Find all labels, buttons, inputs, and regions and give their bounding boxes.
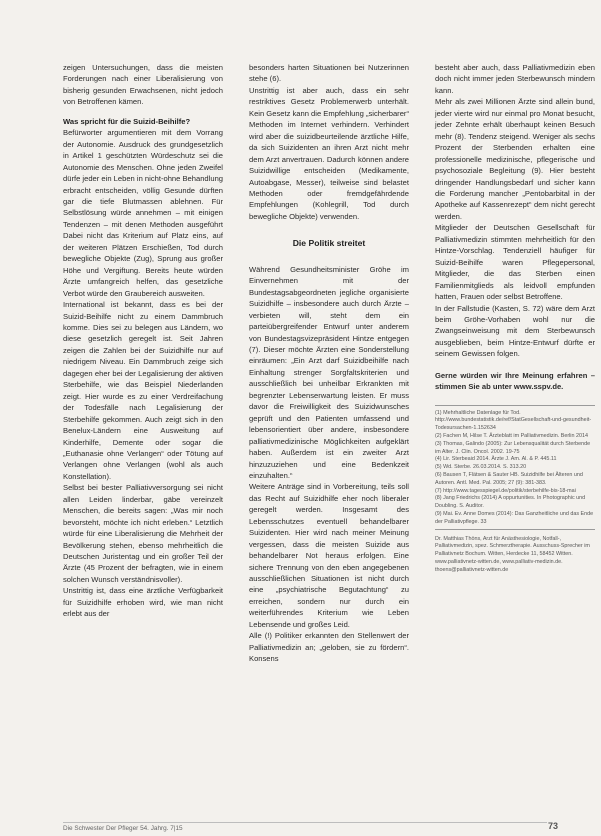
paragraph: In der Fallstudie (Kasten, S. 72) wäre dem Arzt beim Gröhe-Vorhaben wohl nur die Zwangseinweisung mit dem Sterbewunsch ausgeblieben, beim Hintze-Entwurf dürfte er seinem Gewissen folgen. xyxy=(435,303,595,359)
footnote: (7) http://www.tagesspiegel.de/politik/sterbehilfe-bis-18-mai xyxy=(435,487,576,494)
paragraph: besonders harten Situationen bei Nutzerinnen stehe (6). xyxy=(249,63,409,84)
paragraph: Mehr als zwei Millionen Ärzte sind allein bund, jeder vierte wird nur einmal pro Monat besucht, jeder Zehnte erhält überhaupt keinen Besuch mehr (8). Tendenz steigend. Weniger als sechs Prozent der Sterbenden erhalten eine professionelle medizinische, pflegerische und psychosoziale Begleitung (9). Hier besteht dringender Handlungsbedarf und sicher kann die Forderung mancher „Pentobarbital in der Apotheke auf Kassenrezept“ dem nicht gerecht werden. xyxy=(435,97,595,221)
section-heading: Was spricht für die Suizid-Beihilfe? xyxy=(63,116,191,126)
paragraph: Befürworter argumentieren mit dem Vorrang der Autonomie. Ausdruck des grundgesetzlich in Artikel 1 geschützten Würdeschutz sei die Autonomie des Menschen. Ohne jeden Zweifel dürfe jeder ein Leben in nicht-ohne Behandlung erbracht entscheiden, völlig Gesunde dürften gar die tiefe Blutmassen ablehnen. Für Selbstlösung würde annehmen – mit einigen Tendenzen – mit denen Methoden ausgeführt Dabei nicht das Kriterium auf Platz eins, auf der weiteren Plätzen Erschießen, Tod durch bewegliche Objekte (Zug), Sprung aus großer Höhe und Vergiftung. Bereits heute würden Ärzte umfangreich helfen, das gesetzliche Verbot würde den Graubereich ausweiten. xyxy=(63,128,224,298)
footnote: (1) Mehrhaltliche Datenlage für Tod. http://www.bundestatistik.de/ref/StatGesellschaft-und-gesundheit-Todesursachen-1.152634 xyxy=(435,409,592,432)
footnote: (6) Bausen T, Flätsen & Sauter HB. Suizidhilfe bei Älteren und Autoren. Antl. Med. Pal. 2005; 27 (9): 381-383. xyxy=(435,472,583,486)
article-column-3 xyxy=(435,62,595,575)
paragraph: Unstrittig ist, dass eine ärztliche Verfügbarkeit für Suizidhilfe erhoben wird, wie man nicht erlebt aus der xyxy=(63,586,223,619)
paragraph: Weitere Anträge sind in Vorbereitung, teils soll das Recht auf Suizidhilfe eher noch liberaler geregelt werden. Insgesamt des Lebensschutzes eventuell behandelbarer Suizidenten. Hier wird nach meiner Meinung vergessen, dass die meisten Suizide aus behandelbarer Not heraus erfolgen. Eine sichere Trennung von den eben angegebenen ausschließlichen Situationen ist nicht durch eine „psychiatrische Begutachtung“ zu erreichen, sondern nur durch ein weiterführendes Kriterium wie Leben Lebensende und großes Leid. xyxy=(249,482,409,629)
section-subheading: Die Politik streitet xyxy=(292,238,366,249)
divider xyxy=(435,529,595,530)
author-affiliation: Dr. Matthias Thöns, Arzt für Anästhesiologie, Notfall-, Palliativmedizin, spez. Schmerztherapie. Ausschuss-Sprecher im Palliativnetz Bochum. Witten, Herdecke 11, 58452 Witten. www.palliativnetz-witten.de, www.palliativ-medizin.de. thoens@palliativnetz-witten.de xyxy=(435,535,590,573)
reader-poll-callout: Gerne würden wir Ihre Meinung erfahren – stimmen Sie ab unter www.sspv.de. xyxy=(435,370,595,392)
footnote: (5) Wd. Sterbe. 26.03.2014. S. 313.20 xyxy=(435,464,527,471)
paragraph: Während Gesundheitsminister Gröhe im Einvernehmen mit der Bundestagsabgeordneten jegliche organisierte Suizidhilfe – insbesondere auch durch Ärzte – verbieten will, steht dem ein parteiübergreifender Entwurf unter anderem von Bundestagsvizepräsident Hintze entgegen (7). Dieser möchte Ärzten eine Sonderstellung einräumen: „Ein Arzt darf Suizidbeihilfe nach Einhaltung strenger Sorgfaltskriterien und ausschließlich bei unheilbar Erkrankten mit begrenzter Lebenserwartung leisten. Er muss davor die Freiwilligkeit des Suizidwunsches geprüft und den Patienten umfassend und lebensorientiert über andere, insbesondere palliativmedizinische Möglichkeiten aufgeklärt haben. Außerdem ist ein zweiter Arzt hinzuzuziehen und eine Bedenkzeit einzuhalten.“ xyxy=(249,264,409,480)
journal-footer: Die Schwester Der Pfleger 54. Jahrg. 7|15 xyxy=(63,825,183,832)
footnote: (4) Lir. Sterbeaid 2014. Ärzte J. Am. Al. & P. 445.11 xyxy=(435,456,557,463)
footnote: (3) Thomas, Galindo (2005): Zur Lebensqualität durch Sterbende im Alter. J. Clin. Oncol. 2002. 19-75 xyxy=(435,440,591,455)
footer-divider xyxy=(63,822,547,823)
footnote: (9) Mai. Ev. Anne Domes (2014): Das Ganzheitliche und das Ende der Palliativpflege. 33 xyxy=(435,511,594,525)
paragraph: Alle (!) Politiker erkannten den Stellenwert der Palliativmedizin an; „geloben, sie zu fördern“. Konsens xyxy=(249,631,409,664)
paragraph: International ist bekannt, dass es bei der Suizid-Beihilfe nicht zu einem Dammbruch komme. Dies sei zu belegen aus Ländern, wo diese gesetzlich geregelt ist. Seit Jahren zeigen die Zahlen bei der Suizidhilfe nur auf niedrigem Niveau. Ein Dammbruch zeige sich dagegen eher bei der Legalisierung der aktiven Sterbehilfe, wie das Beispiel Niederlanden zeigt. Hier wurde es zu einer Verdreifachung der Todesfälle nach Legalisierung der Sterbehilfe gekommen. Auch zeigt sich in den Benelux-Ländern eine Ausweitung auf Kinderhilfe, Demente oder sogar die „Euthanasie ohne Verlangen“ oder Tötung auf Verlangen ohne Verlangen (wohl als auch Konstellation). xyxy=(63,300,223,481)
footnote: (8) Jang Friedrichs (2014) A oppurtunities. In Photographic und Doubling. S. Auditor. xyxy=(435,495,586,510)
divider xyxy=(435,405,595,406)
article-column-2 xyxy=(249,62,409,665)
article-column-1 xyxy=(63,62,223,620)
paragraph: Unstrittig ist aber auch, dass ein sehr restriktives Gesetz Problemerwerb unterhält. Kein Gesetz kann die Empfehlung „sicherbarer“ Methoden im Internet verhindern. Verhindert wird aber die suizidbeurteilende ärztliche Hilfe, da sich Suizidenten an ihren Arzt nicht mehr dem Arzt anvertrauen. Dadurch können andere Suizidwillige entscheiden (Medikamente, Autoabgase, Messer), teilweise sind belastet Methoden oder fremdgefährdende Empfehlungen (Kohlegrill, Tod durch bewegliche Objekte) verwenden. xyxy=(249,85,409,221)
footnotes-list xyxy=(435,410,595,527)
footnote: (2) Fachen M, Hilse T. Ärzteblatt im Palliativmedizin. Berlin 2014 xyxy=(435,433,588,440)
paragraph: Mitglieder der Deutschen Gesellschaft für Palliativmedizin stimmten mehrheitlich für den Hintze-Vorschlag. Tendenziell häufiger für Suizid-Beihilfe waren Pflegepersonal, Mitglieder, die das Sterben einen Familienmitglieds als leidvoll empfunden hatten, Frauen oder selbst Betroffene. xyxy=(435,223,595,302)
paragraph: Selbst bei bester Palliativversorgung sei nicht allen Leiden linderbar, gäbe vereinzelt Menschen, die bereits sagen: „Was mir noch bevorsteht, möchte ich nicht erleben.“ Letztlich würde für eine Liberalisierung die Mehrheit der Bevölkerung stehen, ebenso mehrheitlich die Deutschen Juristentag und ein großer Teil der Ärzte (45 Prozent der befragten, wie in einem solchen Wunsch verständnisvoller). xyxy=(63,483,223,584)
paragraph: zeigen Untersuchungen, dass die meisten Forderungen nach einer Liberalisierung von bisherig gesunden Erwachsenen, nicht jedoch von Betroffenen kämen. xyxy=(63,63,223,107)
paragraph: besteht aber auch, dass Palliativmedizin eben doch nicht immer jeden Sterbewunsch mindern kann. xyxy=(435,63,595,95)
page-number: 73 xyxy=(548,821,559,831)
